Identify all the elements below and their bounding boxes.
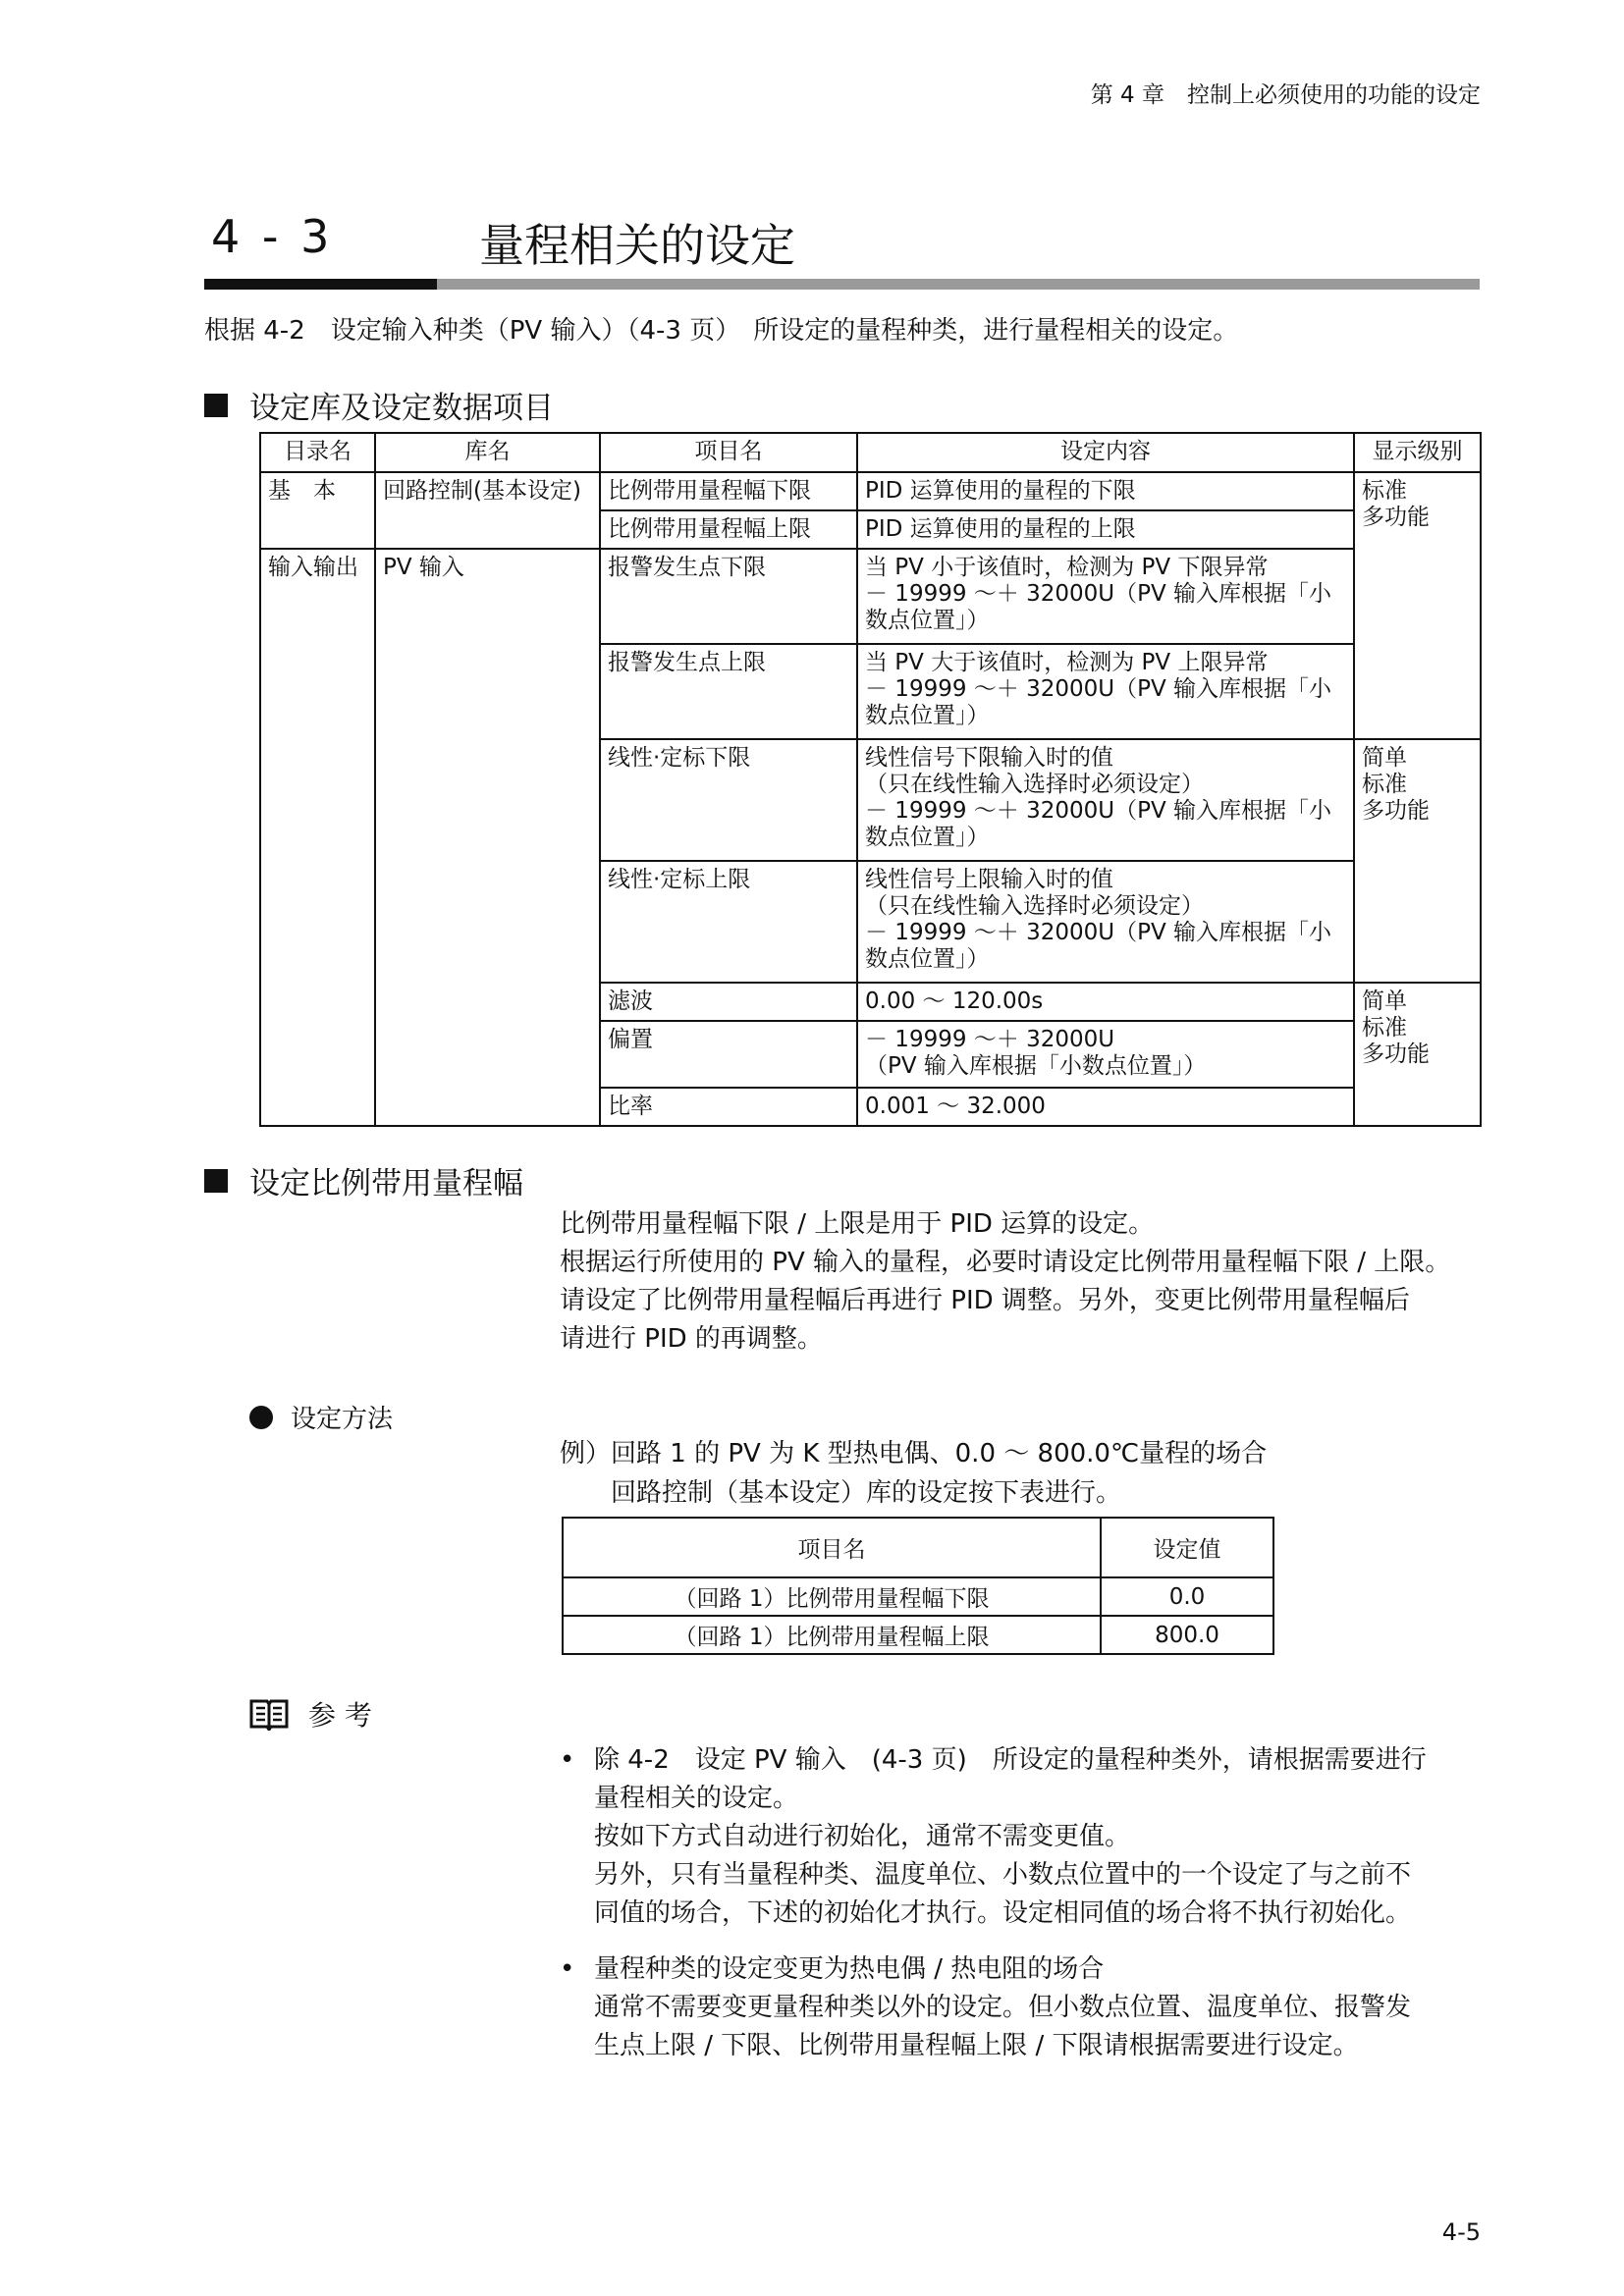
level-cell: 简单 标准 多功能 <box>1354 983 1481 1126</box>
bullet-marker: • <box>560 1954 575 1984</box>
header-cell: 设定值 <box>1101 1518 1273 1577</box>
title-rule-gray <box>437 279 1480 290</box>
item-cell: 偏置 <box>600 1021 857 1088</box>
list-item <box>560 1741 1483 1933</box>
item-cell: 比例带用量程幅上限 <box>600 510 857 549</box>
band-paragraph <box>560 1205 1450 1359</box>
paragraph-line: 请设定了比例带用量程幅后再进行 PID 调整。另外，变更比例带用量程幅后 <box>560 1286 1410 1315</box>
example-line: 例）回路 1 的 PV 为 K 型热电偶、0.0 ～ 800.0℃量程的场合 <box>560 1439 1268 1468</box>
section-number: 4 - 3 <box>211 210 334 263</box>
content-cell: － 19999 ～＋ 32000U （PV 输入库根据「小数点位置」） <box>857 1021 1354 1088</box>
level-cell: 简单 标准 多功能 <box>1354 739 1481 983</box>
band-heading-text: 设定比例带用量程幅 <box>249 1166 523 1201</box>
header-cell: 显示级别 <box>1354 433 1481 472</box>
band-heading <box>204 1158 523 1202</box>
reference-text: 除 4-2 设定 PV 输入 (4-3 页) 所设定的量程种类外，请根据需要进行 量程相关的设定。 按如下方式自动进行初始化，通常不需变更值。 另外，只有当量程种类、温度单位、小数点位置中的一个设定了与之前不 同值的场合，下述的初始化才执行。设定相同值的场合将不执行初始化。 <box>594 1745 1427 1928</box>
item-cell: （回路 1）比例带用量程幅上限 <box>563 1616 1101 1654</box>
item-cell: 比率 <box>600 1088 857 1126</box>
chapter-header: 第 4 章 控制上必须使用的功能的设定 <box>1090 82 1481 108</box>
header-cell: 目录名 <box>260 433 375 472</box>
table-header-row <box>563 1518 1273 1577</box>
item-cell: 报警发生点上限 <box>600 644 857 739</box>
example-line: 回路控制（基本设定）库的设定按下表进行。 <box>611 1478 1122 1508</box>
header-cell: 设定内容 <box>857 433 1354 472</box>
paragraph-line: 比例带用量程幅下限 / 上限是用于 PID 运算的设定。 <box>560 1209 1155 1239</box>
content-cell: 0.001 ～ 32.000 <box>857 1088 1354 1126</box>
square-bullet-icon <box>204 1169 228 1193</box>
method-heading <box>249 1399 393 1435</box>
header-cell: 项目名 <box>563 1518 1101 1577</box>
item-cell: 报警发生点下限 <box>600 549 857 644</box>
round-bullet-icon <box>249 1406 273 1429</box>
method-heading-text: 设定方法 <box>291 1405 394 1434</box>
item-cell: 比例带用量程幅下限 <box>600 472 857 510</box>
item-cell: 线性·定标下限 <box>600 739 857 861</box>
reference-heading-text: 参 考 <box>308 1699 372 1732</box>
table-row <box>260 472 1481 510</box>
settings-heading-text: 设定库及设定数据项目 <box>249 391 554 426</box>
content-cell: 线性信号下限输入时的值 （只在线性输入选择时必须设定） － 19999 ～＋ 32000U（PV 输入库根据「小数点位置」） <box>857 739 1354 861</box>
book-icon <box>249 1697 289 1731</box>
reference-heading <box>249 1694 372 1734</box>
reference-text: 量程种类的设定变更为热电偶 / 热电阻的场合 通常不需要变更量程种类以外的设定。但小数点位置、温度单位、报警发 生点上限 / 下限、比例带用量程幅上限 / 下限请根据需要进行设定。 <box>594 1954 1412 2060</box>
item-cell: （回路 1）比例带用量程幅下限 <box>563 1577 1101 1616</box>
table-row <box>260 549 1481 644</box>
item-cell: 线性·定标上限 <box>600 861 857 983</box>
page-number: 4-5 <box>1441 2218 1481 2246</box>
catalog-cell: 基 本 <box>260 472 375 549</box>
content-cell: PID 运算使用的量程的上限 <box>857 510 1354 549</box>
content-cell: 当 PV 小于该值时，检测为 PV 下限异常 － 19999 ～＋ 32000U（PV 输入库根据「小数点位置」） <box>857 549 1354 644</box>
level-cell: 标准 多功能 <box>1354 472 1481 739</box>
library-cell: PV 输入 <box>375 549 600 1126</box>
settings-heading <box>204 383 554 427</box>
paragraph-line: 请进行 PID 的再调整。 <box>560 1324 823 1354</box>
settings-table <box>259 432 1482 1127</box>
content-cell: 当 PV 大于该值时，检测为 PV 上限异常 － 19999 ～＋ 32000U（PV 输入库根据「小数点位置」） <box>857 644 1354 739</box>
table-row <box>563 1577 1273 1616</box>
header-cell: 项目名 <box>600 433 857 472</box>
header-cell: 库名 <box>375 433 600 472</box>
catalog-cell: 输入输出 <box>260 549 375 1126</box>
library-cell: 回路控制(基本设定) <box>375 472 600 549</box>
square-bullet-icon <box>204 394 228 417</box>
paragraph-line: 根据运行所使用的 PV 输入的量程，必要时请设定比例带用量程幅下限 / 上限。 <box>560 1248 1451 1277</box>
content-cell: 线性信号上限输入时的值 （只在线性输入选择时必须设定） － 19999 ～＋ 32000U（PV 输入库根据「小数点位置」） <box>857 861 1354 983</box>
reference-list <box>560 1741 1483 2083</box>
section-title: 量程相关的设定 <box>479 219 795 272</box>
list-item <box>560 1950 1483 2065</box>
value-cell: 0.0 <box>1101 1577 1273 1616</box>
table-header-row <box>260 433 1481 472</box>
value-cell: 800.0 <box>1101 1616 1273 1654</box>
title-rule-dark <box>204 279 437 290</box>
bullet-marker: • <box>560 1745 575 1775</box>
content-cell: 0.00 ～ 120.00s <box>857 983 1354 1021</box>
section-intro: 根据 4-2 设定输入种类（PV 输入）（4-3 页） 所设定的量程种类，进行量程相关的设定。 <box>204 316 1239 346</box>
table-row <box>563 1616 1273 1654</box>
content-cell: PID 运算使用的量程的下限 <box>857 472 1354 510</box>
item-cell: 滤波 <box>600 983 857 1021</box>
example-table <box>562 1517 1274 1655</box>
